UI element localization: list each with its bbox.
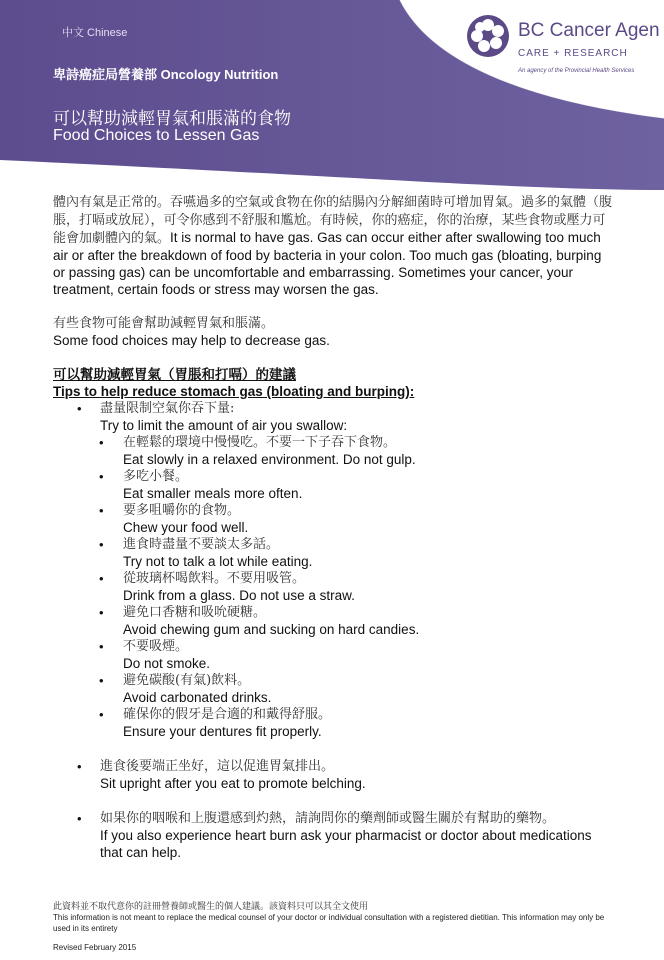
list-item [53,570,613,604]
list-item [53,638,613,672]
subtip-chinese: • 避免碳酸(有氣)飲料。 [123,673,251,688]
intro-english: It is normal to have gas. Gas can occur either after swallowing too much air or after the breakdown of food by bacteria in your colon. Too much gas (bloating, burping or passing gas) can be uncomfortable and embarrassing. Sometimes your cancer, your treatment, certain foods or stress may worsen the gas. [53,230,602,297]
tip-english: If you also experience heart burn ask your pharmacist or doctor about medications that can help. [100,828,592,860]
list-item [53,810,613,861]
tip-chinese: • 盡量限制空氣你吞下量: [100,401,235,416]
tip-chinese: • 如果你的咽喉和上腹還感到灼熱，請詢問你的藥劑師或醫生關於有幫助的藥物。 [100,811,556,826]
subtip-english: Chew your food well. [123,520,249,535]
tips-heading: Tips to help reduce stomach gas (bloating and burping): [53,384,415,399]
disclaimer-chinese: 此資料並不取代意你的註冊營養師或醫生的個人建議。該資料只可以其全文使用 [53,902,369,912]
lead-chinese: 有些食物可能會幫助減輕胃氣和脹滿。 [53,316,275,331]
list-item [53,400,613,434]
list-item [53,604,613,638]
department-label: 卑詩癌症局營養部 Oncology Nutrition [53,67,279,82]
flower-logo-icon [466,14,510,58]
upright-tip-list [53,758,613,792]
list-item [53,758,613,792]
tips-list [53,400,613,434]
lead-english: Some food choices may help to decrease gas. [53,333,330,348]
subtip-chinese: • 多吃小餐。 [123,469,189,484]
subtip-chinese: • 不要吸煙。 [123,639,189,654]
subtip-english: Eat smaller meals more often. [123,486,303,501]
revision-date: Revised February 2015 [53,943,137,952]
subtip-chinese: • 確保你的假牙是合適的和戴得舒服。 [123,707,332,722]
tips-heading-chinese: 可以幫助減輕胃氣（胃脹和打嗝）的建議 [53,367,296,382]
intro-chinese: 體內有氣是正常的。吞嚥過多的空氣或食物在你的結腸內分解細菌時可增加胃氣。過多的氣體（腹脹，打嗝或放屁），可令你感到不舒服和尷尬。有時候，你的癌症，你的治療，某些食物或壓力可能會加劇體內的氣。 [53,195,613,246]
subtip-chinese: • 避免口香糖和吸吮硬糖。 [123,605,267,620]
subtip-chinese: • 要多咀嚼你的食物。 [123,503,241,518]
subtip-english: Drink from a glass. Do not use a straw. [123,588,355,603]
page-title: Food Choices to Lessen Gas [53,127,260,144]
subtip-english: Do not smoke. [123,656,211,671]
disclaimer-english: This information is not meant to replace the medical counsel of your doctor or individual consultation with a registered dietitian. This information may only be used in its entirety [53,913,605,933]
bc-cancer-logo [466,14,664,84]
intro-paragraph [53,193,613,298]
heartburn-tip-list [53,810,613,861]
main-content [53,193,613,861]
header-banner [0,0,664,190]
subtip-english: Eat slowly in a relaxed environment. Do not gulp. [123,452,416,467]
subtip-english: Avoid chewing gum and sucking on hard candies. [123,622,420,637]
tip-english: Sit upright after you eat to promote belching. [100,776,366,791]
subtip-chinese: • 從玻璃杯喝飲料。不要用吸管。 [123,571,306,586]
subtip-english: Try not to talk a lot while eating. [123,554,313,569]
list-item [53,672,613,706]
list-item [53,502,613,536]
logo-subtitle: CARE + RESEARCH [518,48,628,59]
page-title-chinese: 可以幫助減輕胃氣和脹滿的食物 [53,109,291,128]
list-item [53,468,613,502]
list-item [53,706,613,740]
subtip-chinese: • 在輕鬆的環境中慢慢吃。不要一下子吞下食物。 [123,435,397,450]
logo-agency: An agency of the Provincial Health Services [518,68,635,74]
list-item [53,434,613,468]
subtip-english: Ensure your dentures fit properly. [123,724,322,739]
subtip-english: Avoid carbonated drinks. [123,690,272,705]
tip-english: Try to limit the amount of air you swallow: [100,418,348,433]
list-item [53,536,613,570]
tip-chinese: • 進食後要端正坐好，這以促進胃氣排出。 [100,759,335,774]
subtip-chinese: • 進食時盡量不要談太多話。 [123,537,280,552]
logo-name: BC Cancer Agen [518,20,660,41]
language-label: 中文 Chinese [62,27,128,39]
air-tips-list [53,434,613,740]
